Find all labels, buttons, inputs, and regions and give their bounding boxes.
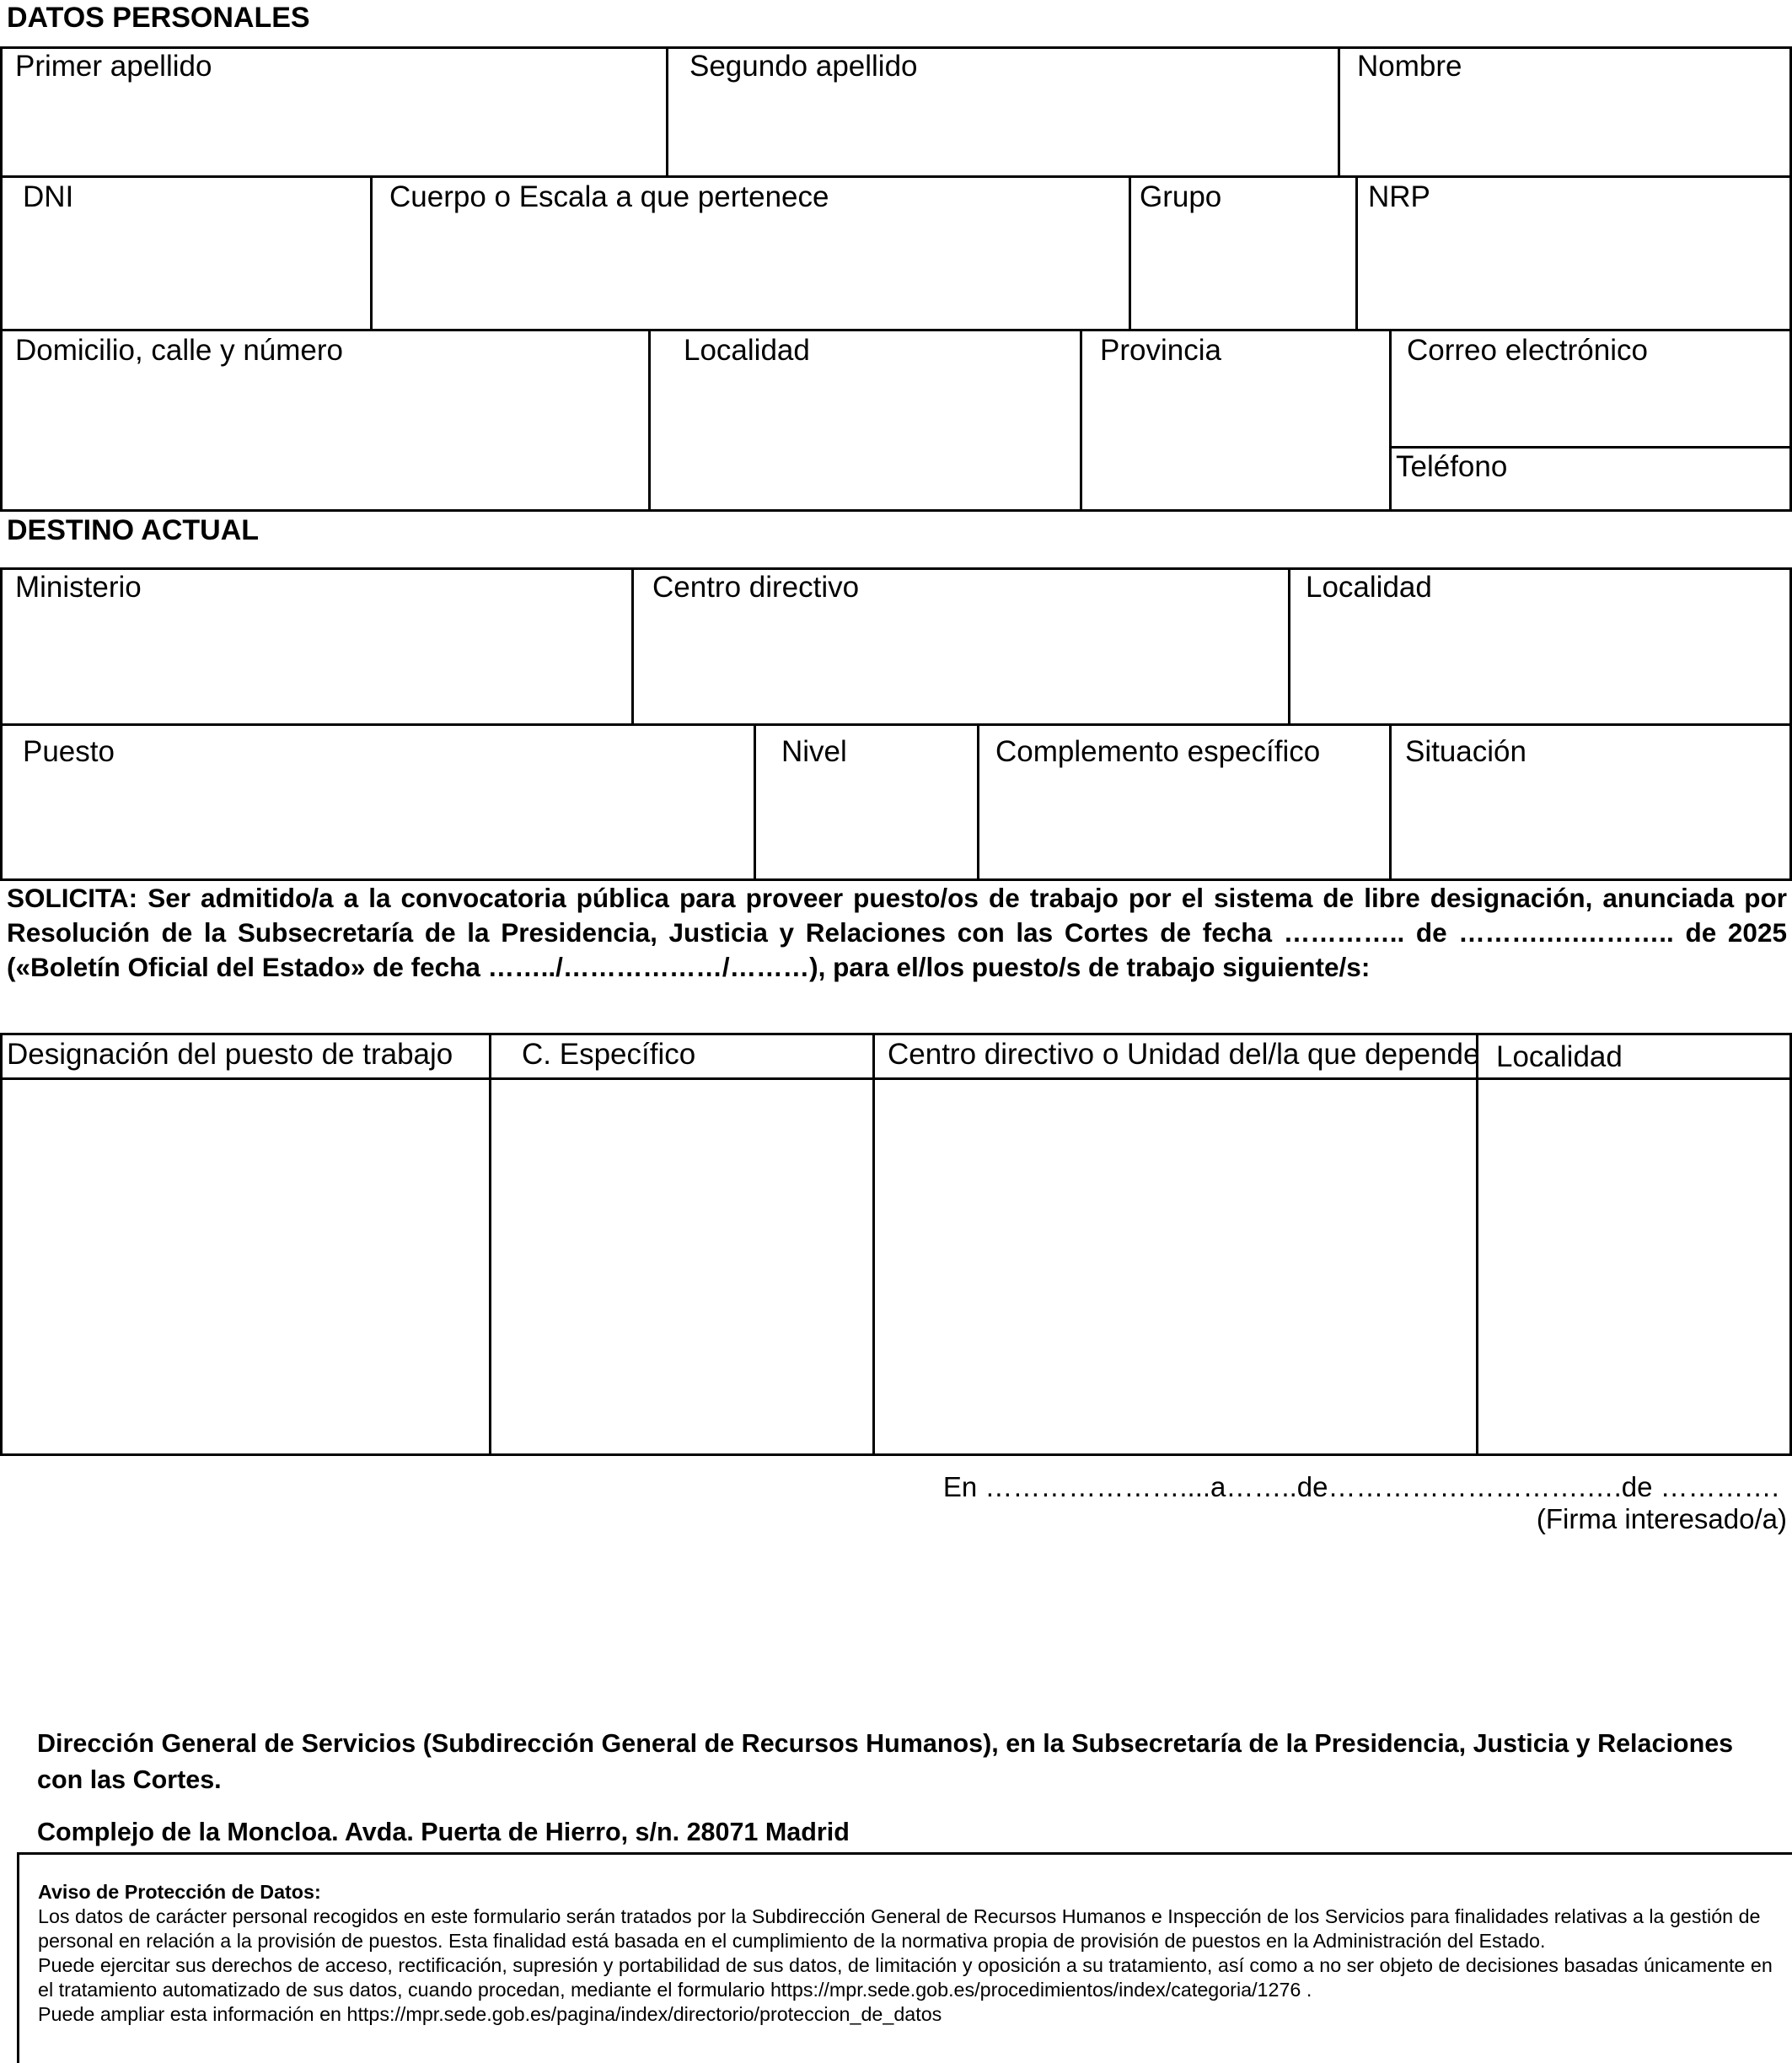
solicita-line: («Boletín Oficial del Estado» de fecha ……../………………/………), para el/los puesto/s de trabajo siguiente/s:: [7, 952, 1371, 982]
section-title-datos-personales: DATOS PERSONALES: [7, 2, 310, 34]
field-dni[interactable]: [0, 175, 373, 331]
field-situacion[interactable]: [1389, 723, 1792, 881]
field-nivel[interactable]: [754, 723, 979, 881]
field-complemento-especifico[interactable]: [977, 723, 1392, 881]
footer-complejo: Complejo de la Moncloa. Avda. Puerta de Hierro, s/n. 28071 Madrid: [37, 1818, 850, 1846]
field-centro-directivo[interactable]: [631, 567, 1290, 726]
table-cell-centro[interactable]: [872, 1077, 1478, 1456]
field-destino-localidad[interactable]: [1288, 567, 1792, 726]
solicita-paragraph: [7, 881, 1787, 985]
field-label: Situación: [1405, 735, 1526, 768]
field-label: DNI: [23, 180, 74, 213]
section-title-destino-actual: DESTINO ACTUAL: [7, 514, 260, 546]
table-header-designacion: [0, 1033, 491, 1080]
aviso-paragraph: Puede ejercitar sus derechos de acceso, rectificación, supresión y portabilidad de sus datos, de limitación y oposición a su tratamiento, así como a no ser objeto de decisiones basadas únicamente en el tratamiento automatizado de sus datos, cuando procedan, mediante el formulario https://mpr.sede.gob.es/procedimientos/index/categoria/1276 .: [38, 1954, 1773, 2001]
field-label: Localidad: [684, 334, 810, 367]
lugar-fecha: En …………………....a……..de……………………….….de ………….: [942, 1471, 1787, 1502]
field-label: Provincia: [1100, 334, 1221, 367]
field-segundo-apellido[interactable]: [666, 46, 1340, 178]
field-label: Complemento específico: [995, 735, 1321, 768]
table-cell-especifico[interactable]: [489, 1077, 875, 1456]
aviso-title: Aviso de Protección de Datos:: [38, 1881, 321, 1903]
field-label: Nombre: [1357, 50, 1462, 83]
column-header: Localidad: [1496, 1040, 1623, 1073]
field-label: NRP: [1368, 180, 1430, 213]
field-puesto[interactable]: [0, 723, 756, 881]
table-header-localidad: [1476, 1033, 1792, 1080]
solicita-line: SOLICITA: Ser admitido/a a la convocatoria pública para proveer puesto/os de trabajo por el sistema de libre designación, anunciada por: [7, 883, 1787, 913]
field-primer-apellido[interactable]: [0, 46, 668, 178]
field-label: Nivel: [781, 735, 847, 768]
firma-label: (Firma interesado/a): [1536, 1503, 1787, 1534]
table-cell-designacion[interactable]: [0, 1077, 491, 1456]
field-domicilio[interactable]: [0, 329, 651, 512]
field-label: Teléfono: [1396, 450, 1508, 483]
field-label: Segundo apellido: [689, 50, 918, 83]
field-label: Primer apellido: [15, 50, 212, 83]
table-cell-localidad[interactable]: [1476, 1077, 1792, 1456]
aviso-proteccion-datos: [17, 1852, 1792, 2063]
field-nrp[interactable]: [1355, 175, 1792, 331]
aviso-paragraph: Puede ampliar esta información en https://mpr.sede.gob.es/pagina/index/directorio/proteccion_de_datos: [38, 2003, 942, 2025]
field-nombre[interactable]: [1338, 46, 1792, 178]
aviso-paragraph: Los datos de carácter personal recogidos en este formulario serán tratados por la Subdirección General de Recursos Humanos e Inspección de los Servicios para finalidades relativas a la gestión de personal en relación a la provisión de puestos. Esta finalidad está basada en el cumplimiento de la normativa propia de provisión de puestos en la Administración del Estado.: [38, 1905, 1761, 1952]
table-header-especifico: [489, 1033, 875, 1080]
field-label: Domicilio, calle y número: [15, 334, 344, 367]
field-cuerpo-escala[interactable]: [370, 175, 1131, 331]
field-provincia[interactable]: [1080, 329, 1392, 512]
field-label: Centro directivo: [652, 571, 860, 604]
solicita-line: Resolución de la Subsecretaría de la Presidencia, Justicia y Relaciones con las Cortes de fecha ………….. de ……….….……….. de 2025: [7, 917, 1787, 948]
field-ministerio[interactable]: [0, 567, 634, 726]
field-correo[interactable]: [1389, 329, 1792, 449]
column-header: Centro directivo o Unidad del/la que depende: [888, 1038, 1480, 1071]
column-header: C. Específico: [522, 1038, 696, 1071]
table-header-centro: [872, 1033, 1478, 1080]
field-telefono[interactable]: [1389, 446, 1792, 512]
field-grupo[interactable]: [1129, 175, 1358, 331]
field-label: Grupo: [1140, 180, 1222, 213]
field-localidad[interactable]: [648, 329, 1082, 512]
field-label: Puesto: [23, 735, 115, 768]
footer-direccion: Dirección General de Servicios (Subdirección General de Recursos Humanos), en la Subsecretaría de la Presidencia, Justicia y Relaciones con las Cortes.: [37, 1729, 1734, 1794]
field-label: Ministerio: [15, 571, 142, 604]
field-label: Cuerpo o Escala a que pertenece: [389, 180, 829, 213]
column-header: Designación del puesto de trabajo: [7, 1038, 453, 1071]
field-label: Correo electrónico: [1407, 334, 1648, 367]
field-label: Localidad: [1306, 571, 1432, 604]
